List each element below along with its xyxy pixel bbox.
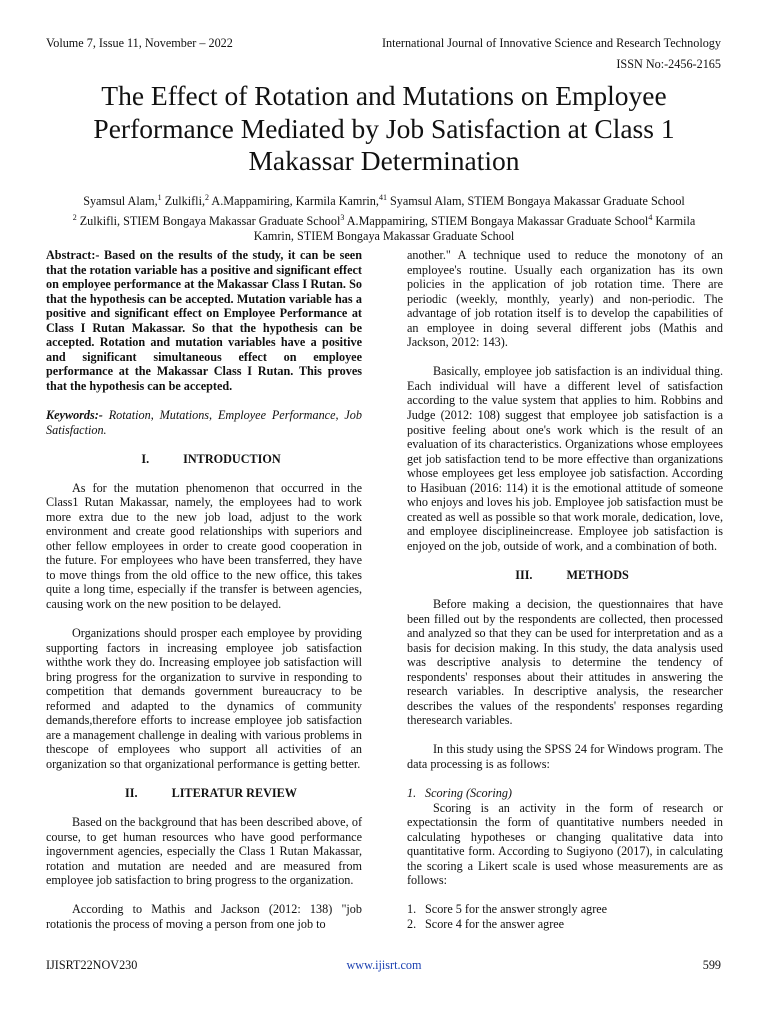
- section-title: LITERATUR REVIEW: [171, 786, 297, 800]
- review-paragraph-3: another." A technique used to reduce the monotony of an employee's routine. Usually each organization has its own policies in the application of job rotation time. There are periodic (weekly, monthly, yearly) and non-periodic. The advantage of job rotation itself is to develop the capabilities of an employee in doing several different jobs (Mathis and Jackson, 2012: 143).: [407, 248, 723, 350]
- keywords-text: Rotation, Mutations, Employee Performance, Job Satisfaction.: [46, 407, 362, 437]
- section-title: INTRODUCTION: [183, 451, 281, 466]
- intro-paragraph-2: Organizations should prosper each employee by providing supporting factors in increasing employee job satisfaction withthe work they do. Increasing employee job satisfaction will bring progress for the organization to survive in responding to competition that demands government bureaucracy to be reformed and adapted to the dynamics of community demands,therefore efforts to increase employee job satisfaction are a management challenge in dealing with various problems in thescope of employees who support all activities of an organization so that organizational performance is getting better.: [46, 626, 362, 771]
- subheading-number: 1.: [407, 786, 417, 800]
- subheading-scoring: [407, 786, 723, 801]
- review-paragraph-2: According to Mathis and Jackson (2012: 138) "job rotationis the process of moving a person from one job to: [46, 902, 362, 931]
- header-issn: ISSN No:-2456-2165: [616, 57, 721, 71]
- section-number: III.: [515, 567, 533, 582]
- author-sup: 41: [378, 193, 387, 202]
- footer-website-link[interactable]: www.ijisrt.com: [346, 958, 422, 972]
- section-heading-literature-review: [46, 786, 362, 801]
- section-title: METHODS: [566, 567, 629, 582]
- author-sup: 4: [648, 212, 653, 222]
- intro-paragraph-1: As for the mutation phenomenon that occurred in the Class1 Rutan Makassar, namely, the employees had to work more extra due to the new job load, adjust to the work environment and create good relationships with superiors and other fellow employees in order to create good cooperation in the future. For employees who have been transferred, they have to move things from the old office to the new office, this takes quite a long time, especially if the transfer is between agencies, causing work on the new position to be delayed.: [46, 480, 362, 611]
- author-text: A.Mappamiring, Karmila Kamrin,: [209, 194, 379, 209]
- author-text: Zulkifli,: [161, 194, 206, 209]
- methods-paragraph-3: Scoring is an activity in the form of research or expectationsin the form of quantitative numbers needed in calculating hypotheses or changing qualitative data into quantitative form. According to Sugiyono (2017), in calculating the scoring a Likert scale is used whose measurements are as follows:: [407, 800, 723, 888]
- list-text: Score 5 for the answer strongly agree: [425, 902, 608, 917]
- author-line-3: Kamrin, STIEM Bongaya Makassar Graduate School: [253, 229, 515, 244]
- author-text: Syamsul Alam,: [83, 194, 158, 209]
- list-number: 2.: [407, 916, 417, 931]
- keywords-label: Keywords:-: [46, 407, 103, 422]
- methods-paragraph-2: In this study using the SPSS 24 for Windows program. The data processing is as follows:: [407, 742, 723, 771]
- header-journal: International Journal of Innovative Science and Research Technology: [381, 36, 721, 50]
- abstract: Abstract:- Based on the results of the study, it can be seen that the rotation variable has a positive and significant effect on employee performance at the Makassar Class I Rutan. So that the hypothesis can be accepted. Mutation variable has a positive and significant effect on Employee Performance at Class I Rutan Makassar. So that the hypothesis can be accepted. Rotation and mutation variables have a positive and significant simultaneous effect on employee performance at the Makassar Class I Rutan. This proves that the hypothesis can be accepted.: [46, 248, 362, 393]
- paper-title: [40, 80, 728, 178]
- footer-paper-code: IJISRT22NOV230: [46, 958, 138, 972]
- section-number: II.: [125, 786, 138, 800]
- review-paragraph-4: Basically, employee job satisfaction is an individual thing. Each individual will have a different level of satisfaction according to the value system that applies to him. Robbins and Judge (2012: 108) suggest that employee job satisfaction is a positive feeling about one's work which is the result of an evaluation of its characteristics. Organizations whose employees get job satisfaction tend to be more effective than organizations whose employees get less employee job satisfaction. According to Hasibuan (2016: 114) it is the emotional attitude of someone who enjoys and loves his job. Employee job satisfaction must be created as well as possible so that work morale, dedication, love, and employee disciplineincrease. Employee job satisfaction is enjoyed on the job, outside of work, and a combination of both.: [407, 364, 723, 553]
- author-text: Karmila: [652, 213, 696, 228]
- author-sup: 3: [340, 212, 345, 222]
- list-number: 1.: [407, 902, 417, 917]
- subheading-title: Scoring (Scoring): [425, 786, 512, 800]
- section-number: I.: [141, 451, 150, 466]
- list-item: [407, 902, 723, 917]
- keywords: [46, 408, 362, 437]
- author-text: Syamsul Alam, STIEM Bongaya Makassar Graduate School: [386, 194, 685, 209]
- author-sup: 2: [205, 193, 210, 202]
- author-sup: 1: [157, 193, 162, 202]
- title-line-1: The Effect of Rotation and Mutations on Employee: [101, 80, 667, 111]
- title-line-2: Performance Mediated by Job Satisfaction at Class 1: [93, 112, 675, 144]
- author-text: Zulkifli, STIEM Bongaya Makassar Graduate School: [76, 213, 341, 228]
- methods-paragraph-1: Before making a decision, the questionnaires that have been filled out by the respondents are collected, then processed and analyzed so that they can be used for interpretation and as a basis for decision making. In this study, the data analysis used was descriptive analysis to determine the tendency of respondents' responses about their attitudes in answering the research variables. In descriptive analysis, the researcher describes the values of the respondents' responses regarding theresearch variables.: [407, 596, 723, 728]
- author-list: [40, 190, 728, 245]
- list-item: [407, 917, 723, 932]
- author-line-2: [40, 210, 728, 230]
- author-sup: 2: [72, 212, 77, 222]
- review-paragraph-1: Based on the background that has been described above, of course, to get human resources who have good performance ingovernment agencies, especially the Class 1 Rutan Makassar, rotation and mutation are needed and are measured from employee job satisfaction to bring progress to the organization.: [46, 815, 362, 888]
- list-text: Score 4 for the answer agree: [425, 916, 565, 931]
- section-heading-methods: [407, 568, 723, 583]
- footer-page-number: 599: [702, 958, 721, 972]
- right-column: [407, 248, 723, 931]
- author-line-1: [40, 190, 728, 210]
- section-heading-introduction: [46, 452, 362, 467]
- header-volume: Volume 7, Issue 11, November – 2022: [46, 36, 233, 50]
- left-column: [46, 248, 362, 931]
- title-line-3: Makassar Determination: [248, 145, 520, 176]
- author-text: A.Mappamiring, STIEM Bongaya Makassar Graduate School: [344, 213, 649, 228]
